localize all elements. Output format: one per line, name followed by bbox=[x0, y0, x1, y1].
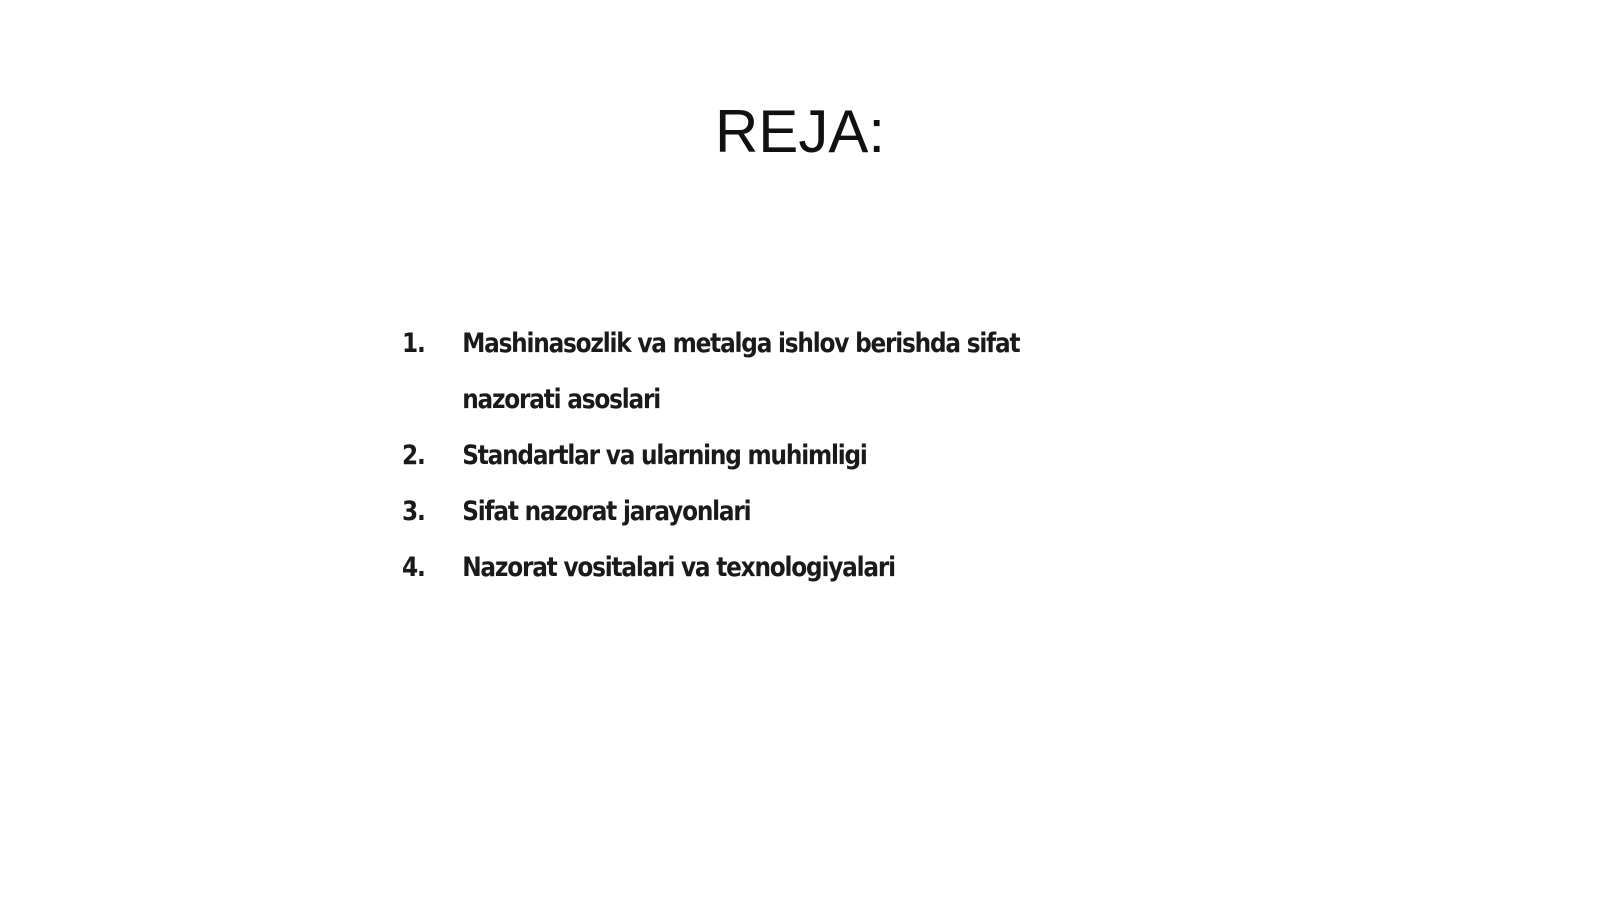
plan-item-2 bbox=[402, 428, 1056, 484]
plan-item-number: 3. bbox=[402, 496, 425, 527]
plan-item-text: Nazorat vositalari va texnologiyalari bbox=[462, 552, 895, 583]
plan-item-text: Mashinasozlik va metalga ishlov berishda sifat nazorati asoslari bbox=[462, 328, 1020, 415]
plan-item-4 bbox=[402, 540, 1056, 596]
plan-item-number: 4. bbox=[402, 552, 425, 583]
plan-item-text: Sifat nazorat jarayonlari bbox=[462, 496, 751, 527]
plan-item-1 bbox=[402, 316, 1056, 428]
plan-item-text: Standartlar va ularning muhimligi bbox=[462, 440, 867, 471]
slide-title: REJA: bbox=[714, 98, 886, 165]
plan-list bbox=[402, 316, 1162, 596]
plan-item-number: 2. bbox=[402, 440, 425, 471]
plan-item-number: 1. bbox=[402, 328, 425, 359]
plan-item-3 bbox=[402, 484, 1056, 540]
